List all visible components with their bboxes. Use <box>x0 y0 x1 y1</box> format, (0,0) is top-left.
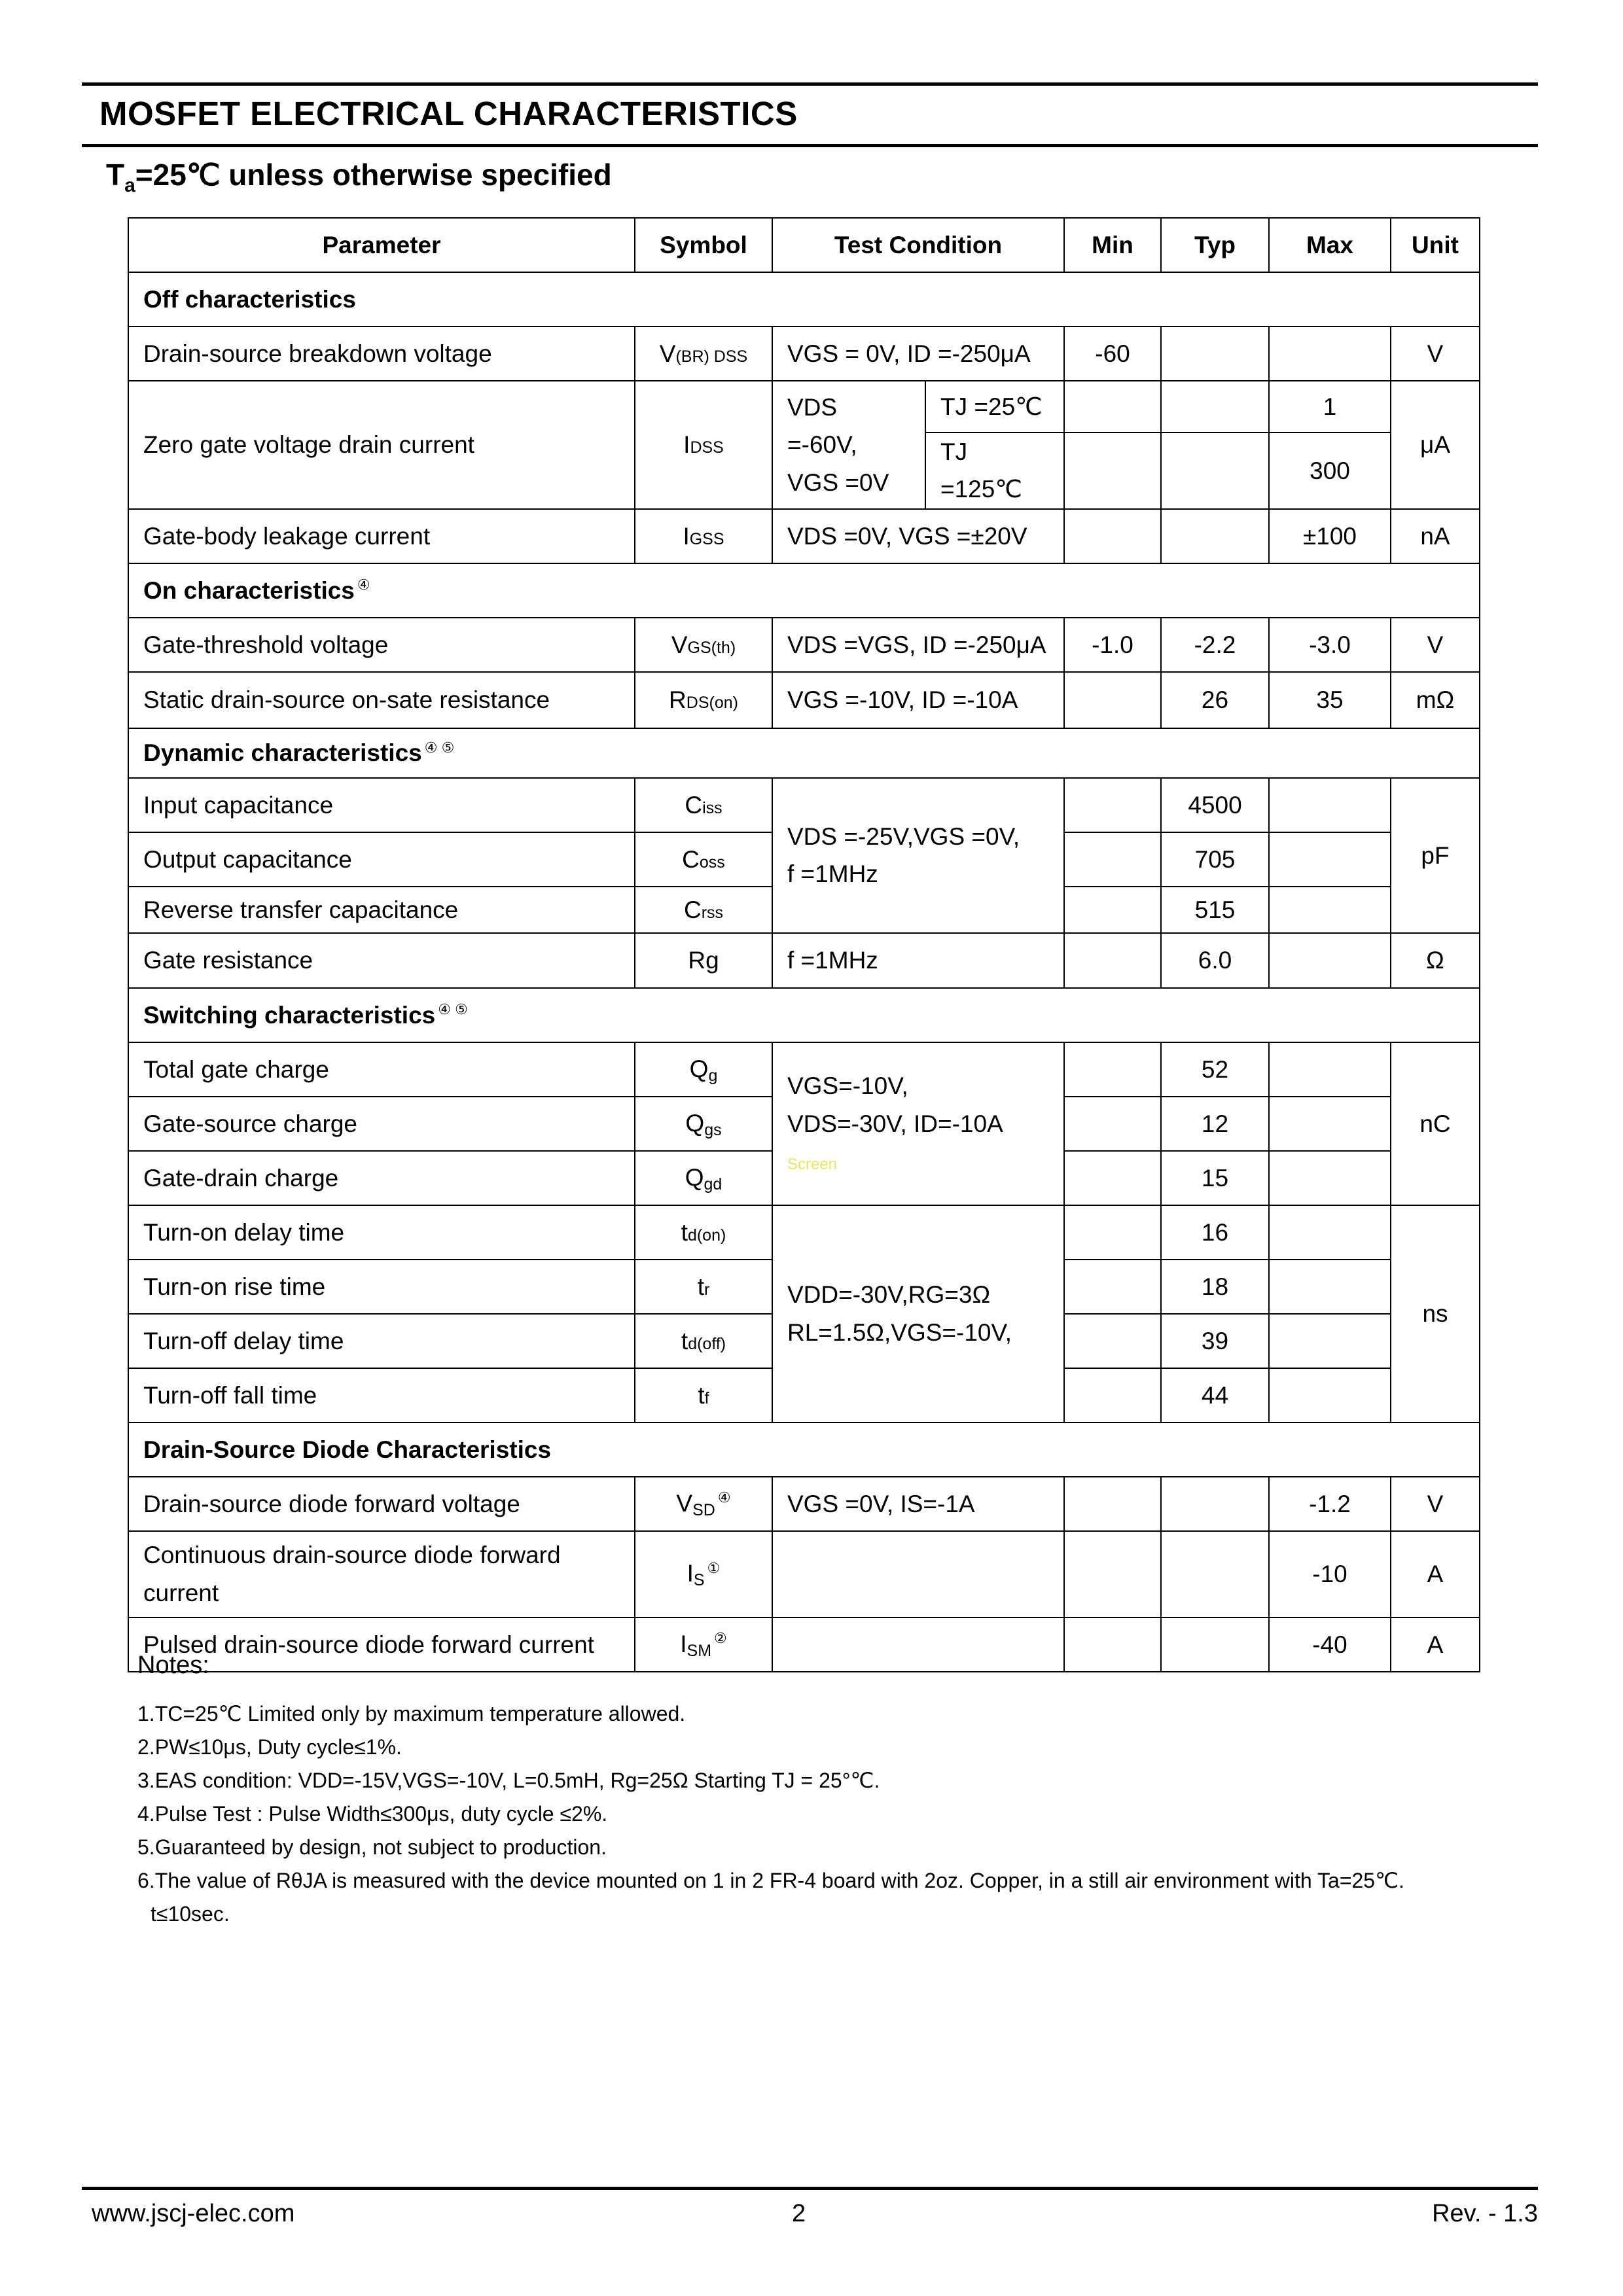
condition-cell: VDS =-60V, VGS =0V <box>772 381 925 509</box>
min-cell: -60 <box>1064 327 1161 381</box>
header-min: Min <box>1064 218 1161 272</box>
typ-cell <box>1161 381 1269 433</box>
max-cell <box>1269 887 1391 933</box>
max-cell: 1 <box>1269 381 1391 433</box>
typ-cell <box>1161 327 1269 381</box>
symbol-cell: $Q_{gs}$ <box>635 1097 772 1151</box>
param-cell: Output capacitance <box>128 832 635 887</box>
param-cell: Turn-off fall time <box>128 1368 635 1422</box>
typ-cell <box>1161 1617 1269 1672</box>
max-cell <box>1269 933 1391 988</box>
typ-cell: 515 <box>1161 887 1269 933</box>
min-cell <box>1064 832 1161 887</box>
header-max: Max <box>1269 218 1391 272</box>
footer-revision: Rev. - 1.3 <box>1432 2200 1538 2227</box>
section-diode-title: Drain-Source Diode Characteristics <box>128 1422 1480 1477</box>
symbol-cell: VGS(th) <box>635 618 772 672</box>
typ-cell: 705 <box>1161 832 1269 887</box>
typ-cell <box>1161 1531 1269 1617</box>
max-cell: ±100 <box>1269 509 1391 563</box>
condition-cell: f =1MHz <box>772 933 1064 988</box>
header-unit: Unit <box>1391 218 1480 272</box>
typ-cell: -2.2 <box>1161 618 1269 672</box>
param-cell: Drain-source breakdown voltage <box>128 327 635 381</box>
tj-condition-cell: TJ =25℃ <box>925 381 1064 433</box>
symbol-cell: Coss <box>635 832 772 887</box>
table-row <box>128 381 1480 433</box>
min-cell <box>1064 1531 1161 1617</box>
max-cell <box>1269 832 1391 887</box>
param-cell: Gate-body leakage current <box>128 509 635 563</box>
param-cell: Total gate charge <box>128 1042 635 1097</box>
max-cell <box>1269 1260 1391 1314</box>
max-cell: -1.2 <box>1269 1477 1391 1531</box>
section-dynamic-title: Dynamic characteristics <box>143 739 422 767</box>
symbol-cell: tf <box>635 1368 772 1422</box>
min-cell <box>1064 1477 1161 1531</box>
param-cell: Input capacitance <box>128 778 635 832</box>
min-cell <box>1064 1205 1161 1260</box>
symbol-cell: $Q_{gd}$ <box>635 1151 772 1205</box>
min-cell <box>1064 1617 1161 1672</box>
param-cell: Gate-threshold voltage <box>128 618 635 672</box>
table-row <box>128 1042 1480 1097</box>
max-cell <box>1269 1042 1391 1097</box>
min-cell <box>1064 381 1161 433</box>
note-item: 2.PW≤10μs, Duty cycle≤1%. <box>137 1735 402 1759</box>
title-rule <box>82 144 1538 147</box>
condition-heading: $T_a=25℃$ unless otherwise specified <box>106 158 612 197</box>
unit-cell: nA <box>1391 509 1480 563</box>
symbol-cell: Ciss <box>635 778 772 832</box>
symbol-cell: IDSS <box>635 381 772 509</box>
symbol-cell: Rg <box>635 933 772 988</box>
param-cell: Continuous drain-source diode forward current <box>128 1531 635 1617</box>
min-cell <box>1064 1097 1161 1151</box>
section-row <box>128 272 1480 327</box>
table-row <box>128 327 1480 381</box>
footer-page-number: 2 <box>792 2200 806 2227</box>
typ-cell: 39 <box>1161 1314 1269 1368</box>
max-cell: -40 <box>1269 1617 1391 1672</box>
typ-cell: 52 <box>1161 1042 1269 1097</box>
min-cell <box>1064 672 1161 728</box>
unit-cell: A <box>1391 1531 1480 1617</box>
min-cell <box>1064 1368 1161 1422</box>
typ-cell: 44 <box>1161 1368 1269 1422</box>
min-cell <box>1064 1260 1161 1314</box>
notes-title: Notes: <box>137 1651 209 1679</box>
min-cell <box>1064 433 1161 509</box>
param-cell: Static drain-source on-sate resistance <box>128 672 635 728</box>
footnote-marker: ④ ⑤ <box>438 1001 468 1018</box>
param-cell: Pulsed drain-source diode forward current <box>128 1617 635 1672</box>
min-cell <box>1064 778 1161 832</box>
unit-cell: V <box>1391 618 1480 672</box>
header-typ: Typ <box>1161 218 1269 272</box>
note-item: 5.Guaranteed by design, not subject to production. <box>137 1835 607 1859</box>
max-cell: 35 <box>1269 672 1391 728</box>
symbol-cell: td(off) <box>635 1314 772 1368</box>
symbol-cell: V(BR) DSS <box>635 327 772 381</box>
symbol-cell: RDS(on) <box>635 672 772 728</box>
note-item: t≤10sec. <box>151 1902 230 1926</box>
max-cell <box>1269 778 1391 832</box>
condition-cell: VGS=-10V, VDS=-30V, ID=-10A Screen <box>772 1042 1064 1205</box>
condition-cell: VGS =0V, IS=-1A <box>772 1477 1064 1531</box>
note-item: 6.The value of RθJA is measured with the device mounted on 1 in 2 FR-4 board with 2oz. Copper, in a still air environment with Ta=25℃. <box>137 1869 1404 1892</box>
footer-website: www.jscj-elec.com <box>92 2200 295 2227</box>
symbol-cell: IGSS <box>635 509 772 563</box>
condition-cell <box>772 1617 1064 1672</box>
section-row <box>128 728 1480 778</box>
min-cell <box>1064 933 1161 988</box>
typ-cell: 15 <box>1161 1151 1269 1205</box>
notes-list <box>137 1697 1404 1931</box>
max-cell: 300 <box>1269 433 1391 509</box>
max-cell: -10 <box>1269 1531 1391 1617</box>
min-cell: -1.0 <box>1064 618 1161 672</box>
condition-cell: VGS = 0V, ID =-250μA <box>772 327 1064 381</box>
min-cell <box>1064 1151 1161 1205</box>
section-row <box>128 1422 1480 1477</box>
symbol-cell: $Q_g$ <box>635 1042 772 1097</box>
max-cell <box>1269 1205 1391 1260</box>
condition-cell: VDD=-30V,RG=3Ω RL=1.5Ω,VGS=-10V, <box>772 1205 1064 1422</box>
typ-cell: 12 <box>1161 1097 1269 1151</box>
table-row <box>128 509 1480 563</box>
condition-cell <box>772 1531 1064 1617</box>
table-row <box>128 778 1480 832</box>
section-off-title: Off characteristics <box>128 272 1480 327</box>
typ-cell: 26 <box>1161 672 1269 728</box>
max-cell <box>1269 1097 1391 1151</box>
unit-cell: A <box>1391 1617 1480 1672</box>
param-cell: Zero gate voltage drain current <box>128 381 635 509</box>
footnote-marker: ④ <box>357 576 370 593</box>
condition-cell: VDS =VGS, ID =-250μA <box>772 618 1064 672</box>
condition-cell: VDS =0V, VGS =±20V <box>772 509 1064 563</box>
table-row <box>128 1205 1480 1260</box>
typ-cell: 16 <box>1161 1205 1269 1260</box>
section-switching-title: Switching characteristics <box>143 1001 436 1029</box>
min-cell <box>1064 1042 1161 1097</box>
section-on-title: On characteristics <box>143 576 355 604</box>
param-cell: Turn-on rise time <box>128 1260 635 1314</box>
unit-cell: μA <box>1391 381 1480 509</box>
unit-cell: mΩ <box>1391 672 1480 728</box>
typ-cell: 6.0 <box>1161 933 1269 988</box>
typ-cell <box>1161 1477 1269 1531</box>
footer-rule <box>82 2187 1538 2190</box>
note-item: 1.TC=25℃ Limited only by maximum temperature allowed. <box>137 1702 686 1725</box>
section-row <box>128 988 1480 1042</box>
symbol-cell: $I_S^①$ <box>635 1531 772 1617</box>
unit-cell: ns <box>1391 1205 1480 1422</box>
table-row <box>128 618 1480 672</box>
header-symbol: Symbol <box>635 218 772 272</box>
note-item: 4.Pulse Test : Pulse Width≤300μs, duty cycle ≤2%. <box>137 1802 608 1826</box>
typ-cell <box>1161 433 1269 509</box>
condition-cell: VGS =-10V, ID =-10A <box>772 672 1064 728</box>
param-cell: Gate-drain charge <box>128 1151 635 1205</box>
table-row <box>128 1617 1480 1672</box>
tj-condition-cell: TJ =125℃ <box>925 433 1064 509</box>
symbol-cell: tr <box>635 1260 772 1314</box>
table-row <box>128 933 1480 988</box>
electrical-characteristics-table <box>128 217 1480 1672</box>
symbol-cell: $V_{SD}^④$ <box>635 1477 772 1531</box>
min-cell <box>1064 509 1161 563</box>
param-cell: Gate resistance <box>128 933 635 988</box>
table-row <box>128 1477 1480 1531</box>
max-cell <box>1269 327 1391 381</box>
symbol-cell: $I_{SM}^②$ <box>635 1617 772 1672</box>
max-cell: -3.0 <box>1269 618 1391 672</box>
unit-cell: V <box>1391 327 1480 381</box>
table-header-row <box>128 218 1480 272</box>
table-row <box>128 672 1480 728</box>
unit-cell: nC <box>1391 1042 1480 1205</box>
typ-cell <box>1161 509 1269 563</box>
min-cell <box>1064 887 1161 933</box>
typ-cell: 18 <box>1161 1260 1269 1314</box>
min-cell <box>1064 1314 1161 1368</box>
symbol-cell: Crss <box>635 887 772 933</box>
condition-cell: VDS =-25V,VGS =0V, f =1MHz <box>772 778 1064 933</box>
param-cell: Reverse transfer capacitance <box>128 887 635 933</box>
page-title: MOSFET ELECTRICAL CHARACTERISTICS <box>99 95 798 132</box>
note-item: 3.EAS condition: VDD=-15V,VGS=-10V, L=0.5mH, Rg=25Ω Starting TJ = 25°℃. <box>137 1769 880 1792</box>
symbol-cell: td(on) <box>635 1205 772 1260</box>
footnote-marker: ④ ⑤ <box>424 739 455 756</box>
unit-cell: V <box>1391 1477 1480 1531</box>
table-row <box>128 1531 1480 1617</box>
param-cell: Turn-on delay time <box>128 1205 635 1260</box>
max-cell <box>1269 1151 1391 1205</box>
max-cell <box>1269 1368 1391 1422</box>
header-test-condition: Test Condition <box>772 218 1064 272</box>
header-parameter: Parameter <box>128 218 635 272</box>
section-row <box>128 563 1480 618</box>
unit-cell: Ω <box>1391 933 1480 988</box>
faint-watermark-text: Screen <box>787 1155 838 1173</box>
max-cell <box>1269 1314 1391 1368</box>
param-cell: Turn-off delay time <box>128 1314 635 1368</box>
param-cell: Gate-source charge <box>128 1097 635 1151</box>
param-cell: Drain-source diode forward voltage <box>128 1477 635 1531</box>
typ-cell: 4500 <box>1161 778 1269 832</box>
unit-cell: pF <box>1391 778 1480 933</box>
top-rule <box>82 82 1538 86</box>
